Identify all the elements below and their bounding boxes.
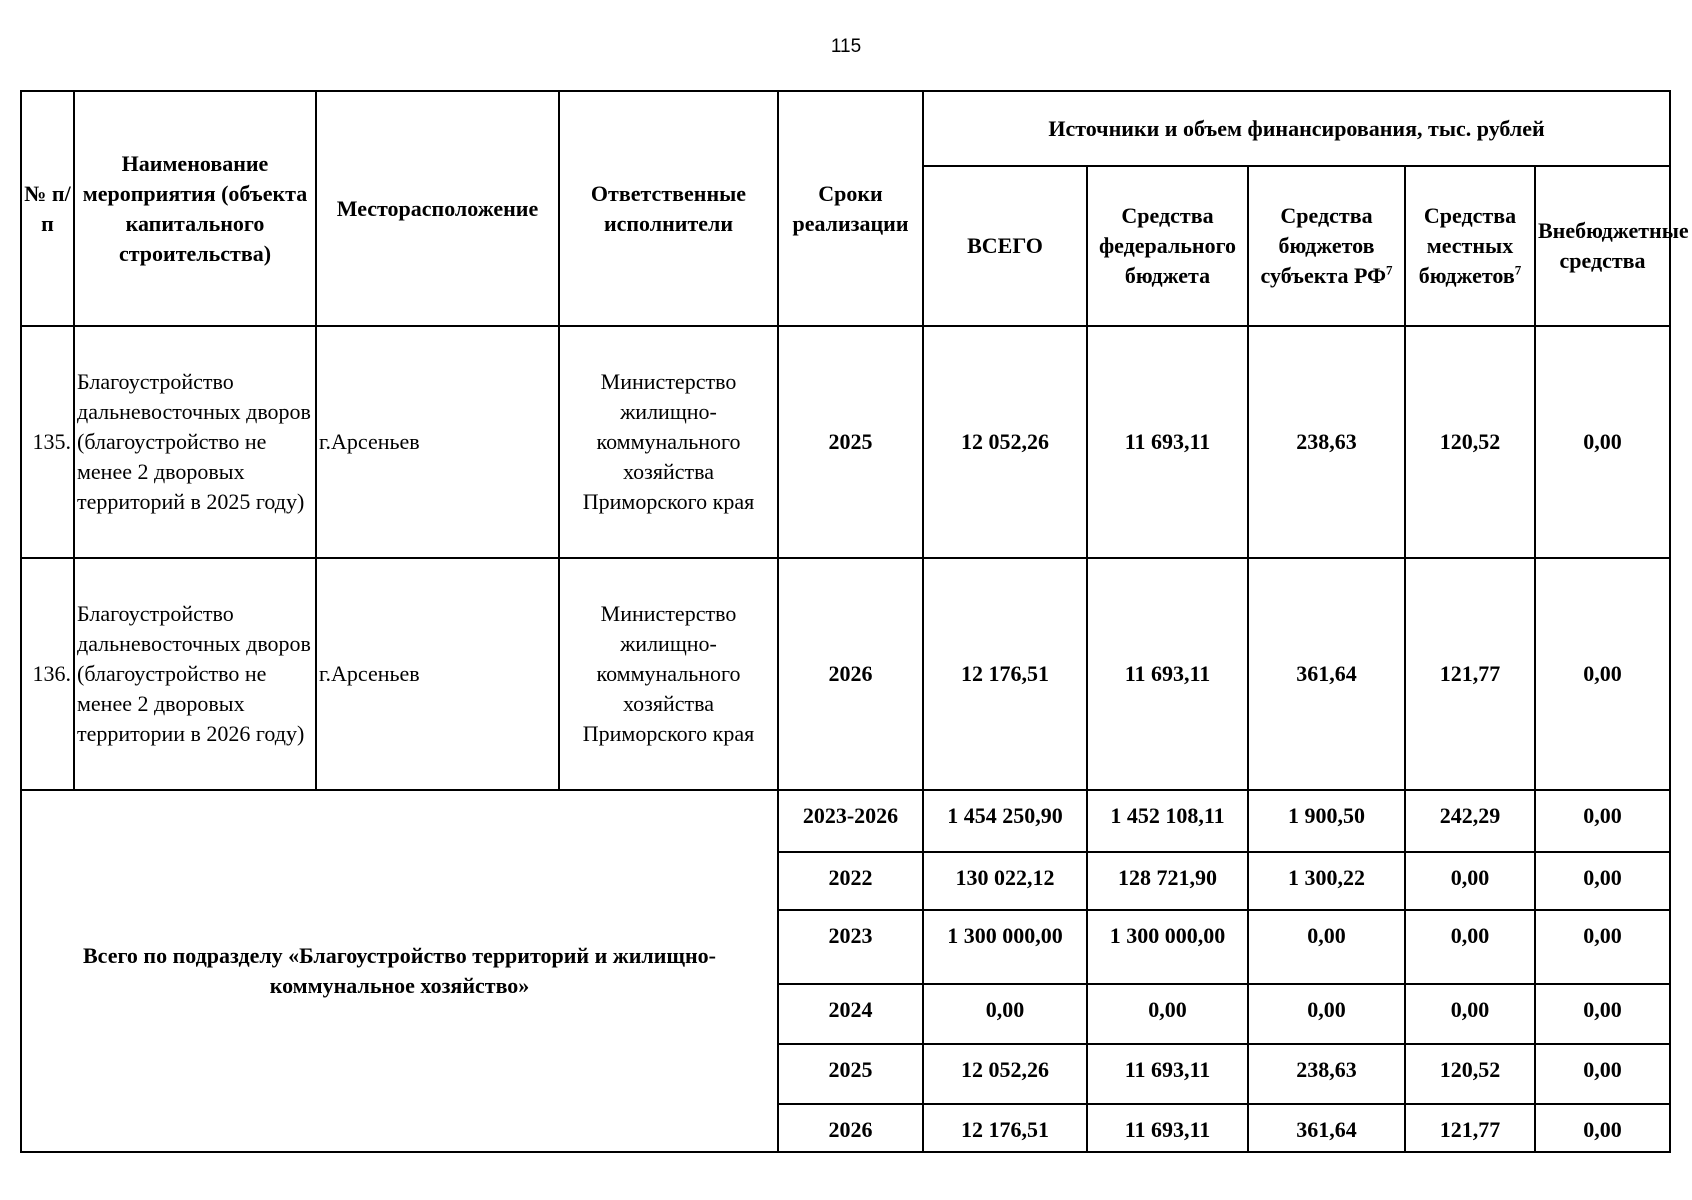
total-extra: 0,00 bbox=[1535, 852, 1670, 910]
row-extra: 0,00 bbox=[1535, 558, 1670, 790]
total-subject: 238,63 bbox=[1248, 1044, 1405, 1104]
row-responsible: Министерство жилищно-коммунального хозяйства Приморского края bbox=[559, 326, 778, 558]
row-total: 12 176,51 bbox=[923, 558, 1087, 790]
header-funding-group: Источники и объем финансирования, тыс. рублей bbox=[923, 91, 1670, 166]
total-federal: 1 452 108,11 bbox=[1087, 790, 1248, 852]
header-subject bbox=[1248, 166, 1405, 326]
total-total: 12 052,26 bbox=[923, 1044, 1087, 1104]
header-subject-note: 7 bbox=[1385, 262, 1393, 278]
row-federal: 11 693,11 bbox=[1087, 558, 1248, 790]
total-subject: 0,00 bbox=[1248, 910, 1405, 984]
row-num: 135. bbox=[21, 326, 74, 558]
header-extra: Внебюджетные средства bbox=[1535, 166, 1670, 326]
header-subject-text: Средства бюджетов субъекта РФ bbox=[1260, 203, 1386, 288]
total-extra: 0,00 bbox=[1535, 984, 1670, 1044]
header-responsible: Ответственные исполнители bbox=[559, 91, 778, 326]
total-federal: 0,00 bbox=[1087, 984, 1248, 1044]
table-row bbox=[21, 326, 1670, 558]
total-local: 0,00 bbox=[1405, 984, 1535, 1044]
total-extra: 0,00 bbox=[1535, 1104, 1670, 1152]
header-location: Месторасположение bbox=[316, 91, 559, 326]
row-federal: 11 693,11 bbox=[1087, 326, 1248, 558]
row-location: г.Арсеньев bbox=[316, 558, 559, 790]
row-period: 2026 bbox=[778, 558, 923, 790]
totals-label: Всего по подразделу «Благоустройство территорий и жилищно-коммунальное хозяйство» bbox=[21, 790, 778, 1152]
total-subject: 1 900,50 bbox=[1248, 790, 1405, 852]
total-local: 0,00 bbox=[1405, 910, 1535, 984]
header-name: Наименование мероприятия (объекта капитального строительства) bbox=[74, 91, 316, 326]
total-row bbox=[21, 790, 1670, 852]
total-local: 0,00 bbox=[1405, 852, 1535, 910]
total-extra: 0,00 bbox=[1535, 790, 1670, 852]
total-subject: 0,00 bbox=[1248, 984, 1405, 1044]
row-responsible: Министерство жилищно-коммунального хозяйства Приморского края bbox=[559, 558, 778, 790]
total-federal: 11 693,11 bbox=[1087, 1044, 1248, 1104]
row-local: 120,52 bbox=[1405, 326, 1535, 558]
total-period: 2023-2026 bbox=[778, 790, 923, 852]
total-total: 1 454 250,90 bbox=[923, 790, 1087, 852]
header-local-text: Средства местных бюджетов bbox=[1418, 203, 1517, 288]
row-location: г.Арсеньев bbox=[316, 326, 559, 558]
total-period: 2024 bbox=[778, 984, 923, 1044]
total-extra: 0,00 bbox=[1535, 1044, 1670, 1104]
total-total: 0,00 bbox=[923, 984, 1087, 1044]
total-subject: 1 300,22 bbox=[1248, 852, 1405, 910]
row-extra: 0,00 bbox=[1535, 326, 1670, 558]
header-period: Сроки реализации bbox=[778, 91, 923, 326]
row-total: 12 052,26 bbox=[923, 326, 1087, 558]
row-period: 2025 bbox=[778, 326, 923, 558]
total-local: 120,52 bbox=[1405, 1044, 1535, 1104]
total-period: 2022 bbox=[778, 852, 923, 910]
page-number: 115 bbox=[830, 36, 862, 57]
total-extra: 0,00 bbox=[1535, 910, 1670, 984]
row-local: 121,77 bbox=[1405, 558, 1535, 790]
financing-table bbox=[20, 90, 1689, 1153]
total-subject: 361,64 bbox=[1248, 1104, 1405, 1152]
row-subject: 361,64 bbox=[1248, 558, 1405, 790]
table-row bbox=[21, 558, 1670, 790]
total-federal: 1 300 000,00 bbox=[1087, 910, 1248, 984]
total-federal: 128 721,90 bbox=[1087, 852, 1248, 910]
row-num: 136. bbox=[21, 558, 74, 790]
total-period: 2023 bbox=[778, 910, 923, 984]
total-period: 2026 bbox=[778, 1104, 923, 1152]
total-total: 12 176,51 bbox=[923, 1104, 1087, 1152]
total-local: 121,77 bbox=[1405, 1104, 1535, 1152]
row-name: Благоустройство дальневосточных дворов (благоустройство не менее 2 дворовых территории в 2026 году) bbox=[74, 558, 316, 790]
header-row bbox=[21, 91, 1670, 166]
total-period: 2025 bbox=[778, 1044, 923, 1104]
row-name: Благоустройство дальневосточных дворов (благоустройство не менее 2 дворовых территорий в 2025 году) bbox=[74, 326, 316, 558]
header-local bbox=[1405, 166, 1535, 326]
row-subject: 238,63 bbox=[1248, 326, 1405, 558]
total-federal: 11 693,11 bbox=[1087, 1104, 1248, 1152]
header-num: № п/п bbox=[21, 91, 74, 326]
total-local: 242,29 bbox=[1405, 790, 1535, 852]
total-total: 1 300 000,00 bbox=[923, 910, 1087, 984]
header-federal: Средства федерального бюджета bbox=[1087, 166, 1248, 326]
header-total: ВСЕГО bbox=[923, 166, 1087, 326]
total-total: 130 022,12 bbox=[923, 852, 1087, 910]
header-local-note: 7 bbox=[1514, 262, 1522, 278]
